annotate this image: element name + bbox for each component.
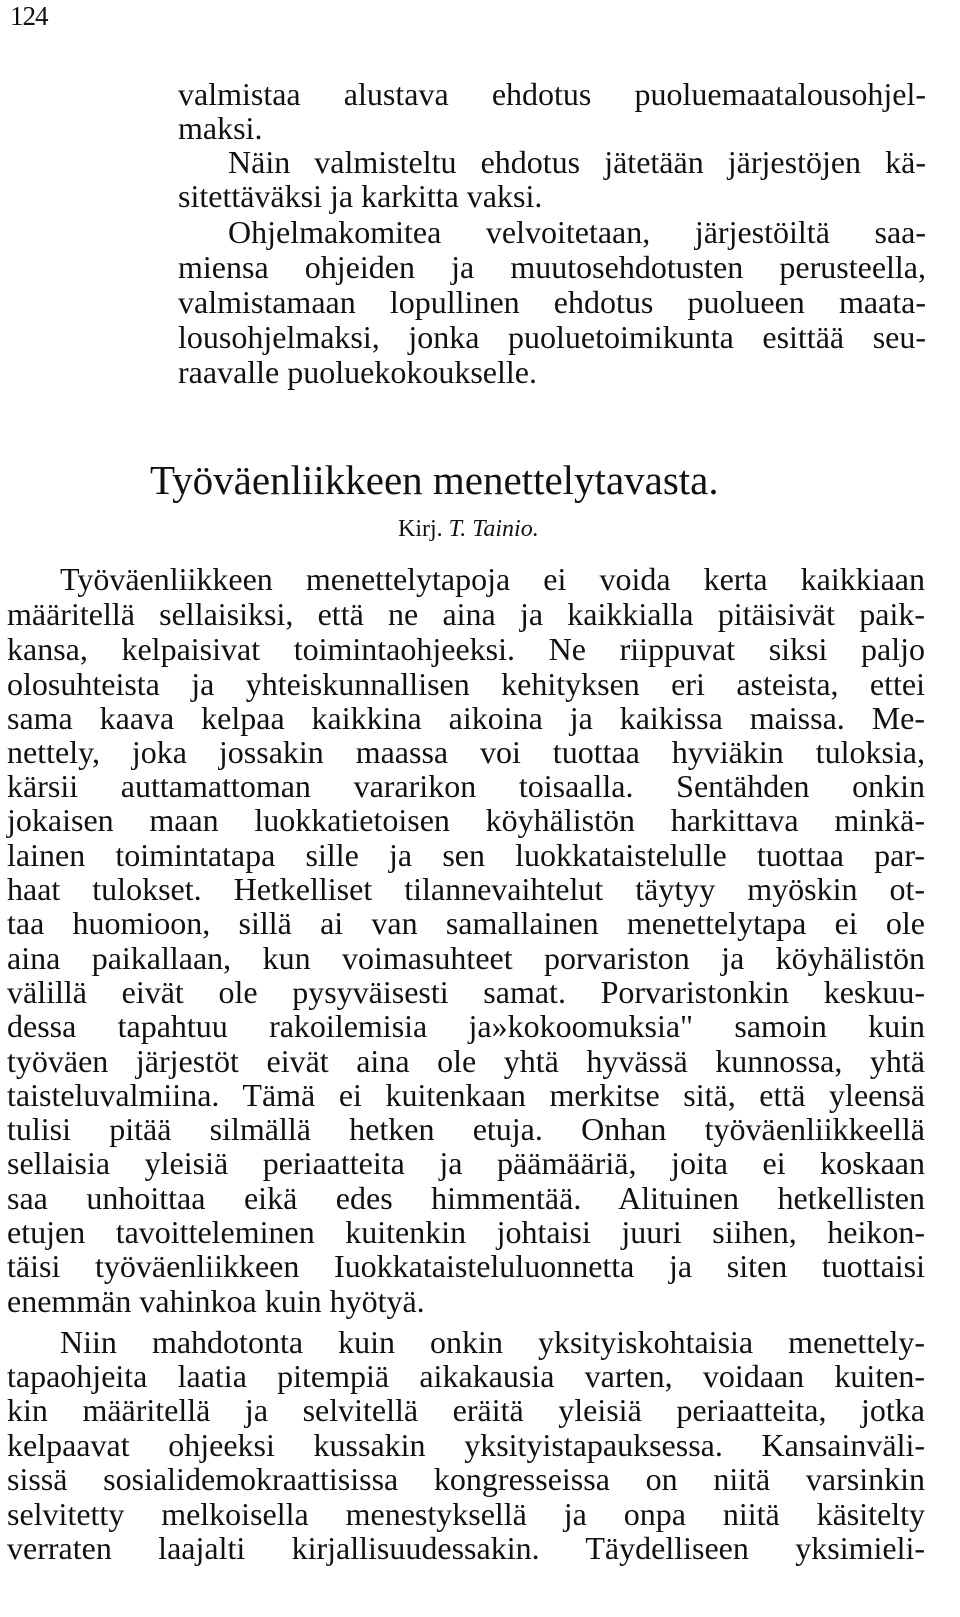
text-line: valmistaa alustava ehdotus puoluemaatalousohjel- xyxy=(178,76,926,112)
text-line: sellaisia yleisiä periaatteita ja päämääriä, joita ei koskaan xyxy=(7,1145,925,1181)
text-line: täisi työväenliikkeen Iuokkataisteluluonnetta ja siten tuottaisi xyxy=(7,1248,925,1284)
text-line: määritellä sellaisiksi, että ne aina ja kaikkialla pitäisivät paik- xyxy=(7,596,925,632)
text-line: välillä eivät ole pysyväisesti samat. Porvaristonkin keskuu- xyxy=(7,974,925,1010)
text-line: sama kaava kelpaa kaikkina aikoina ja kaikissa maissa. Me- xyxy=(7,700,925,736)
byline-prefix: Kirj. xyxy=(398,516,443,542)
text-line: kärsii auttamattoman vararikon toisaalla. Sentähden onkin xyxy=(7,768,925,804)
text-line: aina paikallaan, kun voimasuhteet porvariston ja köyhälistön xyxy=(7,940,925,976)
text-line: taisteluvalmiina. Tämä ei kuitenkaan merkitse sitä, että yleensä xyxy=(7,1077,925,1113)
text-line: maksi. xyxy=(178,110,263,146)
text-line: saa unhoittaa eikä edes himmentää. Alituinen hetkellisten xyxy=(7,1180,925,1216)
text-line: kelpaavat ohjeeksi kussakin yksityistapauksessa. Kansainväli- xyxy=(7,1427,925,1463)
text-line: enemmän vahinkoa kuin hyötyä. xyxy=(7,1283,425,1319)
text-line: lainen toimintatapa sille ja sen luokkataistelulle tuottaa par- xyxy=(7,837,925,873)
byline-author: T. Tainio. xyxy=(448,516,539,542)
text-line: kin määritellä ja selvitellä eräitä yleisiä periaatteita, jotka xyxy=(7,1392,925,1428)
text-line: jokaisen maan luokkatietoisen köyhälistön harkittava minkä- xyxy=(7,802,925,838)
text-line: Ohjelmakomitea velvoitetaan, järjestöiltä saa- xyxy=(228,214,926,250)
text-line: tapaohjeita laatia pitempiä aikakausia varten, voidaan kuiten- xyxy=(7,1358,925,1394)
text-line: olosuhteista ja yhteiskunnallisen kehityksen eri asteista, ettei xyxy=(7,666,925,702)
text-line: taa huomioon, sillä ai van samallainen menettelytapa ei ole xyxy=(7,905,925,941)
text-line: Työväenliikkeen menettelytapoja ei voida kerta kaikkiaan xyxy=(60,561,925,597)
text-line: kansa, kelpaisivat toimintaohjeeksi. Ne riippuvat siksi paljo xyxy=(7,631,925,667)
text-line: dessa tapahtuu rakoilemisia ja»kokoomuksia" samoin kuin xyxy=(7,1008,925,1044)
text-line: Näin valmisteltu ehdotus jätetään järjestöjen kä- xyxy=(228,144,926,180)
text-line: Niin mahdotonta kuin onkin yksityiskohtaisia menettely- xyxy=(60,1324,925,1360)
article-byline xyxy=(398,515,539,543)
text-line: nettely, joka jossakin maassa voi tuottaa hyviäkin tuloksia, xyxy=(7,734,925,770)
text-line: verraten laajalti kirjallisuudessakin. Täydelliseen yksimieli- xyxy=(7,1530,925,1566)
text-line: työväen järjestöt eivät aina ole yhtä hyvässä kunnossa, yhtä xyxy=(7,1043,925,1079)
text-line: valmistamaan lopullinen ehdotus puolueen maata- xyxy=(178,284,926,320)
text-line: miensa ohjeiden ja muutosehdotusten perusteella, xyxy=(178,249,926,285)
text-line: haat tulokset. Hetkelliset tilannevaihtelut täytyy myöskin ot- xyxy=(7,871,925,907)
text-line: selvitetty melkoisella menestyksellä ja onpa niitä käsitelty xyxy=(7,1496,925,1532)
article-title: Työväenliikkeen menettelytavasta. xyxy=(150,457,719,503)
text-line: raavalle puoluekokoukselle. xyxy=(178,354,537,390)
text-line: sitettäväksi ja karkitta vaksi. xyxy=(178,178,543,214)
page-number: 124 xyxy=(10,1,48,31)
text-line: etujen tavoitteleminen kuitenkin johtaisi juuri siihen, heikon- xyxy=(7,1214,925,1250)
text-line: sissä sosialidemokraattisissa kongresseissa on niitä varsinkin xyxy=(7,1461,925,1497)
text-line: tulisi pitää silmällä hetken etuja. Onhan työväenliikkeellä xyxy=(7,1111,925,1147)
text-line: lousohjelmaksi, jonka puoluetoimikunta esittää seu- xyxy=(178,319,926,355)
